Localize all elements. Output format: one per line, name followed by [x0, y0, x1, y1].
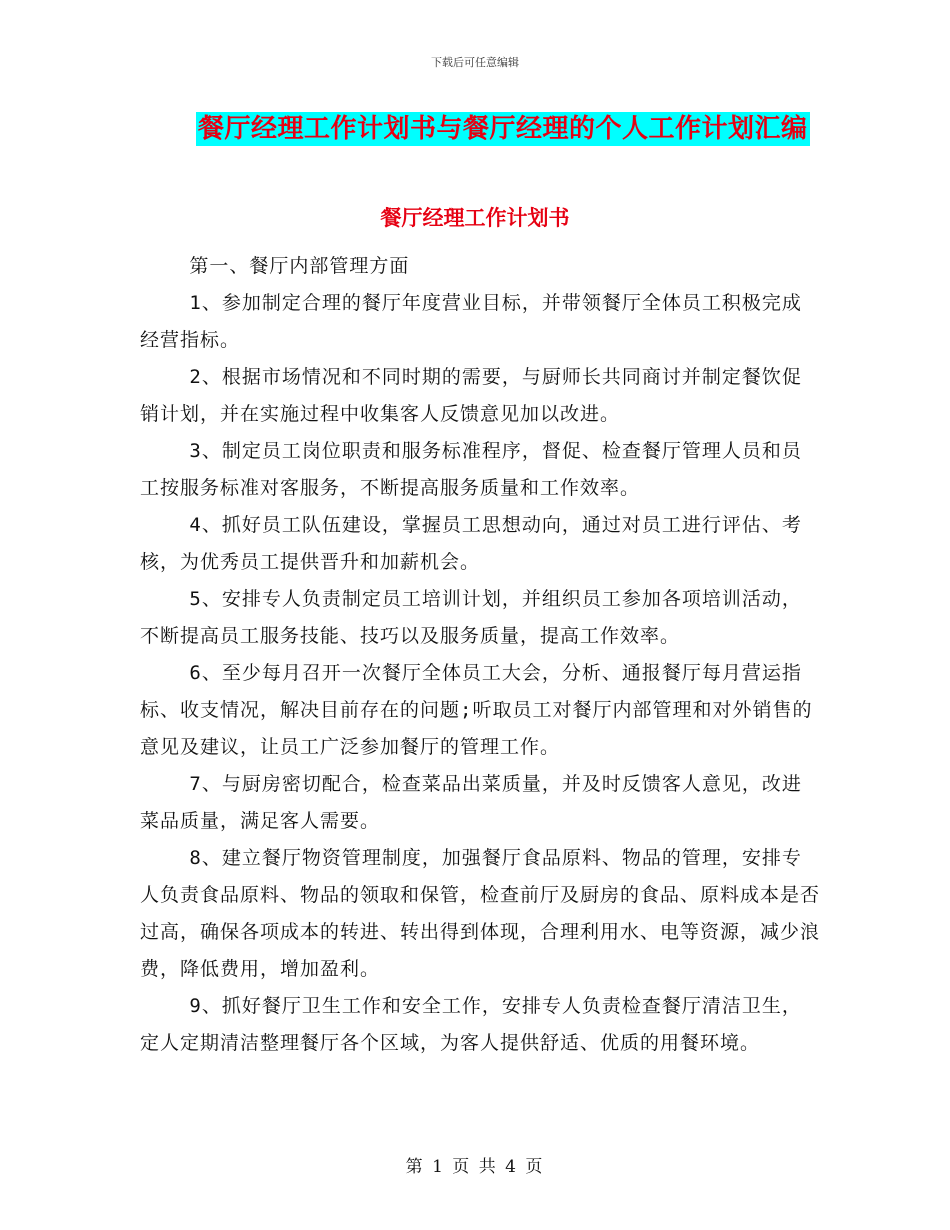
paragraph-heading: 第一、餐厅内部管理方面: [189, 255, 410, 277]
section-title: 餐厅经理工作计划书: [380, 205, 570, 230]
document-body: [140, 248, 820, 1062]
paragraph-item-1: 1、参加制定合理的餐厅年度营业目标，并带领餐厅全体员工积极完成经营指标。: [140, 292, 802, 351]
paragraph-item-5: 5、安排专人负责制定员工培训计划，并组织员工参加各项培训活动，不断提高员工服务技能、技巧以及服务质量，提高工作效率。: [140, 588, 802, 647]
paragraph-item-8: 8、建立餐厅物资管理制度，加强餐厅食品原料、物品的管理，安排专人负责食品原料、物品的领取和保管，检查前厅及厨房的食品、原料成本是否过高，确保各项成本的转进、转出得到体现，合理利用水、电等资源，减少浪费，降低费用，增加盈利。: [140, 847, 821, 980]
paragraph-item-2: 2、根据市场情况和不同时期的需要，与厨师长共同商讨并制定餐饮促销计划，并在实施过程中收集客人反馈意见加以改进。: [140, 366, 802, 425]
paragraph-item-7: 7、与厨房密切配合，检查菜品出菜质量，并及时反馈客人意见，改进菜品质量，满足客人需要。: [140, 773, 802, 832]
document-title-container: [196, 112, 810, 146]
page-number-footer: 第 1 页 共 4 页: [405, 1157, 545, 1177]
paragraph-item-6: 6、至少每月召开一次餐厅全体员工大会，分析、通报餐厅每月营运指标、收支情况，解决目前存在的问题;听取员工对餐厅内部管理和对外销售的意见及建议，让员工广泛参加餐厅的管理工作。: [140, 662, 813, 758]
document-title: 餐厅经理工作计划书与餐厅经理的个人工作计划汇编: [198, 114, 808, 144]
header-note: 下载后可任意编辑: [431, 56, 519, 69]
paragraph-item-3: 3、制定员工岗位职责和服务标准程序，督促、检查餐厅管理人员和员工按服务标准对客服务，不断提高服务质量和工作效率。: [140, 440, 802, 499]
paragraph-item-9: 9、抓好餐厅卫生工作和安全工作，安排专人负责检查餐厅清洁卫生，定人定期清洁整理餐厅各个区域，为客人提供舒适、优质的用餐环境。: [140, 995, 802, 1054]
paragraph-item-4: 4、抓好员工队伍建设，掌握员工思想动向，通过对员工进行评估、考核，为优秀员工提供晋升和加薪机会。: [140, 514, 802, 573]
